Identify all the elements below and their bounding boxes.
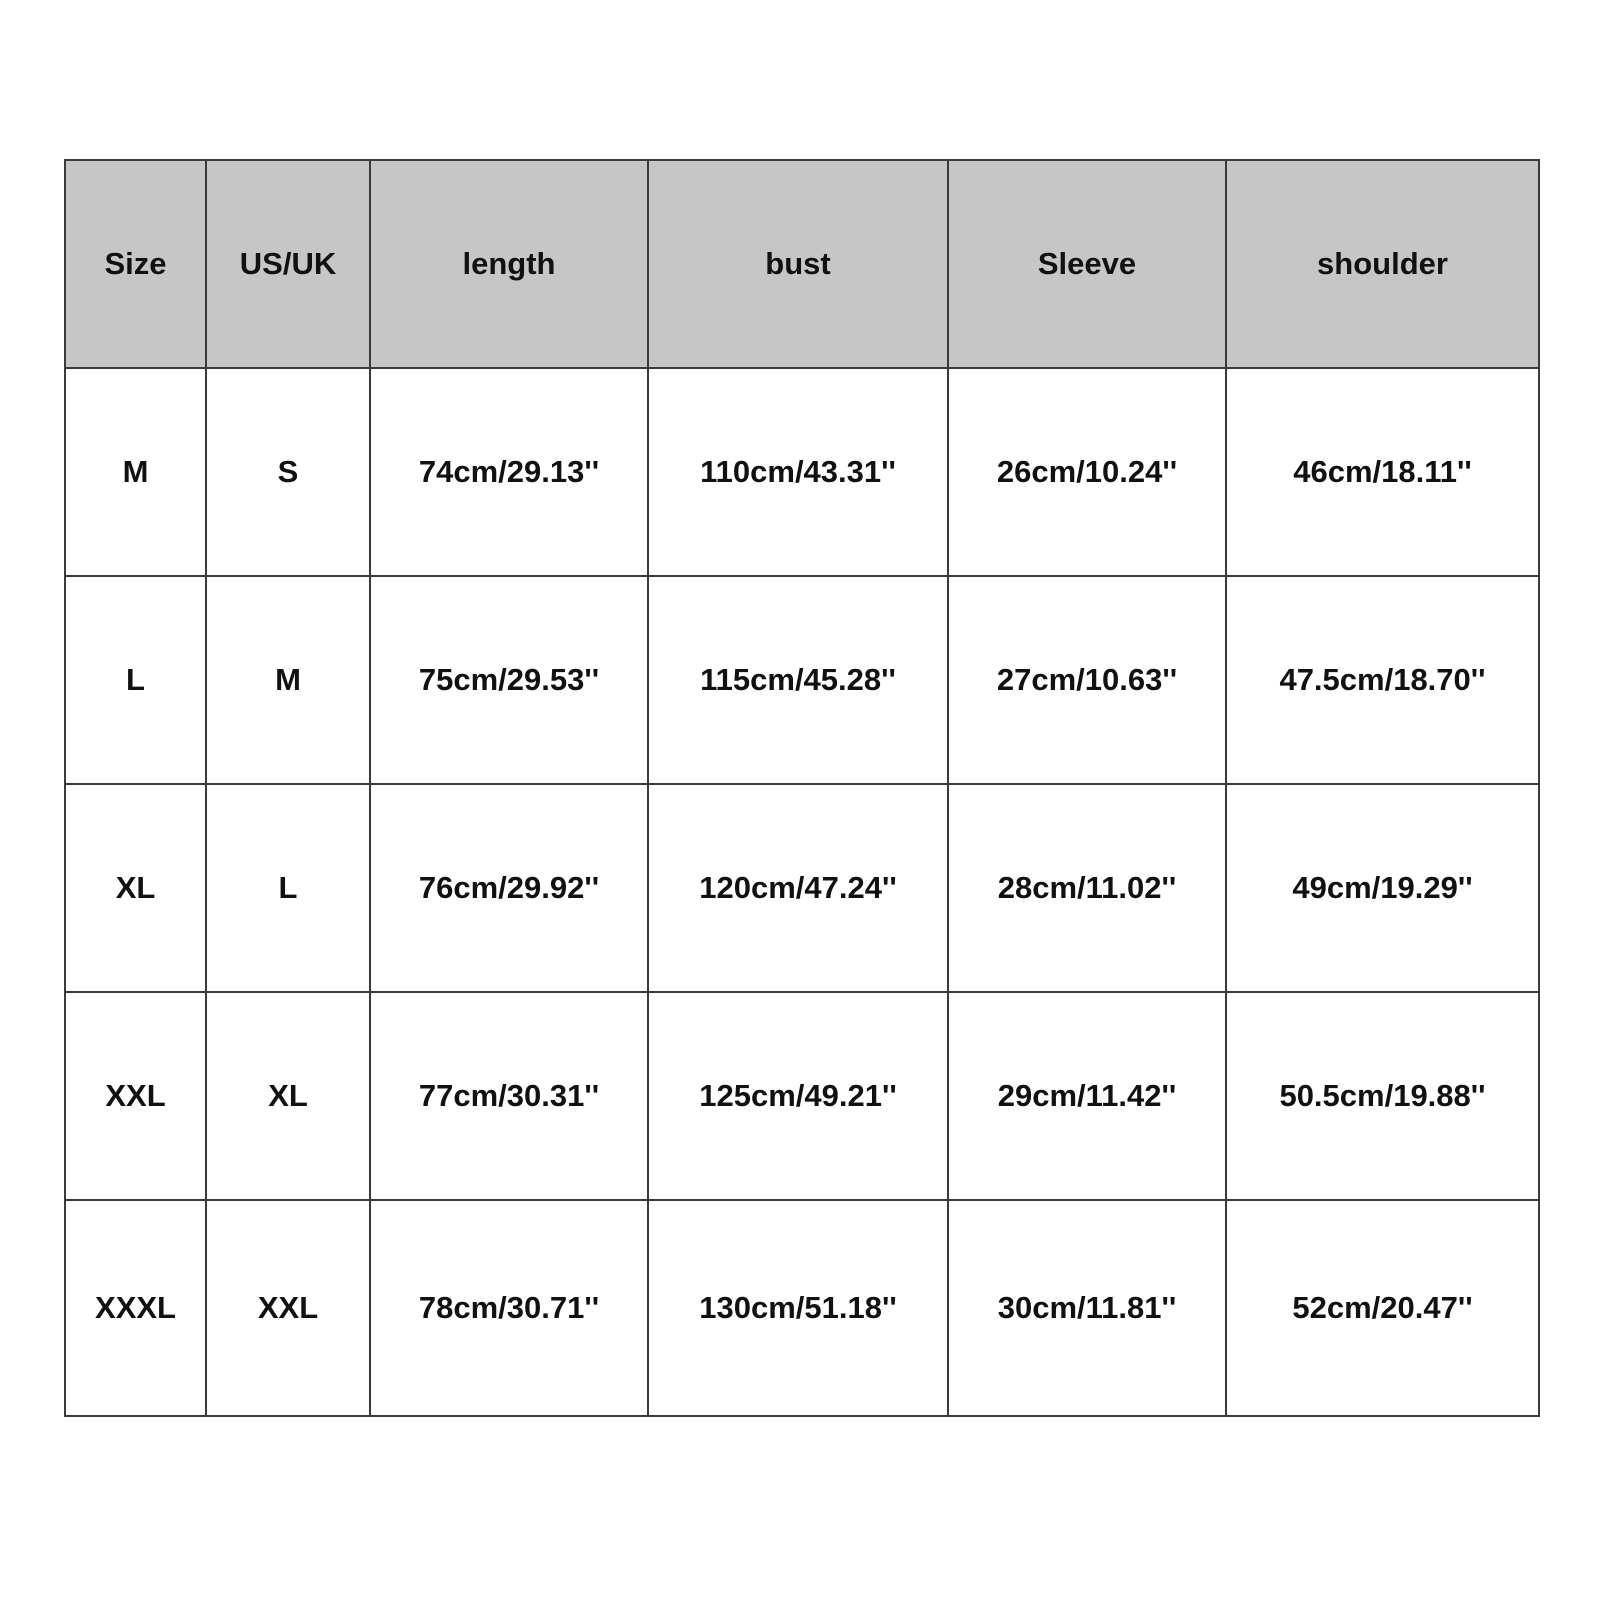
cell-length: 77cm/30.31'' <box>370 992 648 1200</box>
header-cell-sleeve: Sleeve <box>948 160 1226 368</box>
table-row <box>65 1200 1539 1416</box>
size-chart-header <box>65 160 1539 368</box>
cell-length: 76cm/29.92'' <box>370 784 648 992</box>
cell-size: L <box>65 576 206 784</box>
cell-shoulder: 50.5cm/19.88'' <box>1226 992 1539 1200</box>
header-cell-bust: bust <box>648 160 948 368</box>
table-row <box>65 784 1539 992</box>
cell-sleeve: 29cm/11.42'' <box>948 992 1226 1200</box>
cell-sleeve: 30cm/11.81'' <box>948 1200 1226 1416</box>
cell-sleeve: 27cm/10.63'' <box>948 576 1226 784</box>
cell-sleeve: 28cm/11.02'' <box>948 784 1226 992</box>
cell-size: XXXL <box>65 1200 206 1416</box>
cell-bust: 130cm/51.18'' <box>648 1200 948 1416</box>
cell-size: M <box>65 368 206 576</box>
cell-length: 78cm/30.71'' <box>370 1200 648 1416</box>
header-cell-size: Size <box>65 160 206 368</box>
size-chart-body <box>65 368 1539 1416</box>
cell-shoulder: 49cm/19.29'' <box>1226 784 1539 992</box>
cell-us-uk: S <box>206 368 370 576</box>
table-row <box>65 368 1539 576</box>
table-row <box>65 576 1539 784</box>
header-cell-shoulder: shoulder <box>1226 160 1539 368</box>
cell-bust: 110cm/43.31'' <box>648 368 948 576</box>
header-cell-us-uk: US/UK <box>206 160 370 368</box>
header-cell-length: length <box>370 160 648 368</box>
cell-us-uk: M <box>206 576 370 784</box>
cell-bust: 125cm/49.21'' <box>648 992 948 1200</box>
cell-shoulder: 52cm/20.47'' <box>1226 1200 1539 1416</box>
cell-sleeve: 26cm/10.24'' <box>948 368 1226 576</box>
cell-size: XL <box>65 784 206 992</box>
cell-bust: 120cm/47.24'' <box>648 784 948 992</box>
cell-size: XXL <box>65 992 206 1200</box>
cell-shoulder: 47.5cm/18.70'' <box>1226 576 1539 784</box>
cell-shoulder: 46cm/18.11'' <box>1226 368 1539 576</box>
cell-length: 74cm/29.13'' <box>370 368 648 576</box>
cell-length: 75cm/29.53'' <box>370 576 648 784</box>
cell-us-uk: XXL <box>206 1200 370 1416</box>
cell-us-uk: XL <box>206 992 370 1200</box>
size-chart-table <box>64 159 1540 1417</box>
cell-bust: 115cm/45.28'' <box>648 576 948 784</box>
cell-us-uk: L <box>206 784 370 992</box>
table-row <box>65 992 1539 1200</box>
header-row <box>65 160 1539 368</box>
